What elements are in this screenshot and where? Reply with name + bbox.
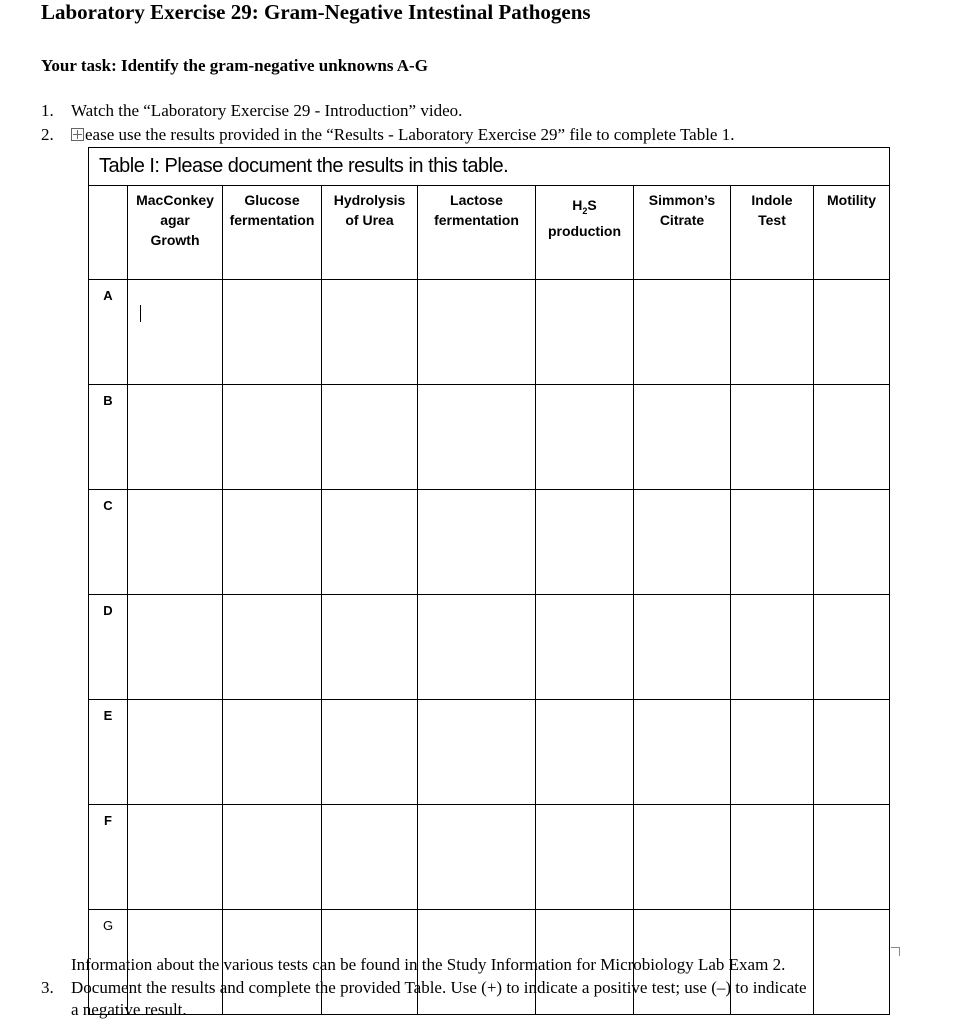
table-cell[interactable] xyxy=(814,805,890,910)
table-cell[interactable] xyxy=(223,385,322,490)
table-row xyxy=(89,805,890,910)
table-cell[interactable] xyxy=(418,595,536,700)
row-label: D xyxy=(89,595,128,700)
header-text: production xyxy=(547,222,622,239)
table-cell[interactable] xyxy=(322,595,418,700)
header-text: Simmon’s xyxy=(648,192,716,208)
table-cell[interactable] xyxy=(731,280,814,385)
table-cell[interactable] xyxy=(536,385,634,490)
header-h2s xyxy=(536,186,634,280)
list-text: Watch the “Laboratory Exercise 29 - Introduction” video. xyxy=(71,101,463,120)
header-text: Lactose xyxy=(450,192,503,208)
table-row xyxy=(89,385,890,490)
row-label: E xyxy=(89,700,128,805)
list-number: 3. xyxy=(41,978,54,997)
list-item-2 xyxy=(41,125,734,145)
table-cell[interactable] xyxy=(418,385,536,490)
header-text: fermentation xyxy=(434,212,519,228)
header-urea xyxy=(322,186,418,280)
list-text-continued: a negative result. xyxy=(71,1000,187,1019)
table-cell[interactable] xyxy=(223,490,322,595)
header-text: Growth xyxy=(150,232,200,248)
table-cell[interactable] xyxy=(634,595,731,700)
header-text: agar xyxy=(160,212,190,228)
table-cell[interactable] xyxy=(634,385,731,490)
header-text: fermentation xyxy=(229,212,315,228)
table-cell[interactable] xyxy=(128,385,223,490)
table-cell[interactable] xyxy=(322,490,418,595)
header-text: Indole xyxy=(751,192,793,208)
table-row xyxy=(89,280,890,385)
table-cell[interactable] xyxy=(128,490,223,595)
table-cell[interactable] xyxy=(814,490,890,595)
list-item-3 xyxy=(41,977,951,1021)
task-heading: Your task: Identify the gram-negative unknowns A-G xyxy=(41,56,428,75)
table-cell[interactable] xyxy=(128,595,223,700)
header-text: Glucose xyxy=(244,192,300,208)
table-cell[interactable] xyxy=(731,595,814,700)
header-text: Test xyxy=(758,212,786,228)
table-row xyxy=(89,490,890,595)
table-resize-handle-icon[interactable] xyxy=(891,947,900,956)
list-text: Document the results and complete the provided Table. Use (+) to indicate a positive test; use (–) to indicate xyxy=(71,978,807,997)
table-cell[interactable] xyxy=(731,805,814,910)
header-text: Hydrolysis xyxy=(333,192,406,208)
table-cell[interactable] xyxy=(322,280,418,385)
row-label: A xyxy=(89,280,128,385)
list-item-1 xyxy=(41,101,462,121)
table-cell[interactable] xyxy=(322,385,418,490)
info-text: Information about the various tests can be found in the Study Information for Microbiology Lab Exam 2. xyxy=(71,955,786,974)
table-cell[interactable] xyxy=(634,490,731,595)
table-cell[interactable] xyxy=(634,805,731,910)
header-text: MacConkey xyxy=(136,192,214,208)
page-title: Laboratory Exercise 29: Gram-Negative Intestinal Pathogens xyxy=(41,0,591,24)
list-number: 2. xyxy=(41,125,54,144)
table-cell[interactable] xyxy=(223,595,322,700)
results-table xyxy=(88,147,890,1015)
table-cell[interactable] xyxy=(536,805,634,910)
table-cell[interactable] xyxy=(814,700,890,805)
table-cell[interactable] xyxy=(536,595,634,700)
table-cell[interactable] xyxy=(536,490,634,595)
table-cell[interactable] xyxy=(418,700,536,805)
header-text xyxy=(536,195,633,221)
table-cell[interactable] xyxy=(814,595,890,700)
table-cell[interactable] xyxy=(128,280,223,385)
table-row xyxy=(89,595,890,700)
list-text: ease use the results provided in the “Results - Laboratory Exercise 29” file to complete Table 1. xyxy=(85,125,735,144)
h2s-s: S xyxy=(587,197,597,213)
text-cursor xyxy=(140,305,141,322)
header-indole xyxy=(731,186,814,280)
header-text: Citrate xyxy=(659,212,705,228)
table-cell[interactable] xyxy=(536,280,634,385)
row-label: C xyxy=(89,490,128,595)
table-cell[interactable] xyxy=(223,805,322,910)
table-cell[interactable] xyxy=(731,490,814,595)
table-cell[interactable] xyxy=(731,385,814,490)
header-text: Motility xyxy=(827,192,876,208)
table-cell[interactable] xyxy=(128,700,223,805)
table-cell[interactable] xyxy=(223,700,322,805)
header-corner-cell xyxy=(89,186,128,280)
h2s-h: H xyxy=(572,197,583,213)
table-cell[interactable] xyxy=(814,385,890,490)
table-cell[interactable] xyxy=(634,700,731,805)
table-caption: Table I: Please document the results in this table. xyxy=(89,148,890,186)
table-move-handle-icon[interactable] xyxy=(71,128,84,141)
table-header-row xyxy=(89,186,890,280)
header-glucose xyxy=(223,186,322,280)
header-macconkey xyxy=(128,186,223,280)
header-text: of Urea xyxy=(345,212,394,228)
list-number: 1. xyxy=(41,101,54,120)
row-label: F xyxy=(89,805,128,910)
table-cell[interactable] xyxy=(322,805,418,910)
table-cell[interactable] xyxy=(223,280,322,385)
table-cell[interactable] xyxy=(418,490,536,595)
table-cell[interactable] xyxy=(536,700,634,805)
row-label: G xyxy=(89,910,128,1015)
table-cell[interactable] xyxy=(814,280,890,385)
header-lactose xyxy=(418,186,536,280)
h2s-sub: 2 xyxy=(582,205,588,216)
header-citrate xyxy=(634,186,731,280)
row-label: B xyxy=(89,385,128,490)
table-cell[interactable] xyxy=(731,700,814,805)
header-motility xyxy=(814,186,890,280)
table-cell[interactable] xyxy=(322,700,418,805)
table-row xyxy=(89,700,890,805)
table-cell[interactable] xyxy=(418,805,536,910)
table-cell[interactable] xyxy=(418,280,536,385)
table-cell[interactable] xyxy=(634,280,731,385)
table-cell[interactable] xyxy=(128,805,223,910)
